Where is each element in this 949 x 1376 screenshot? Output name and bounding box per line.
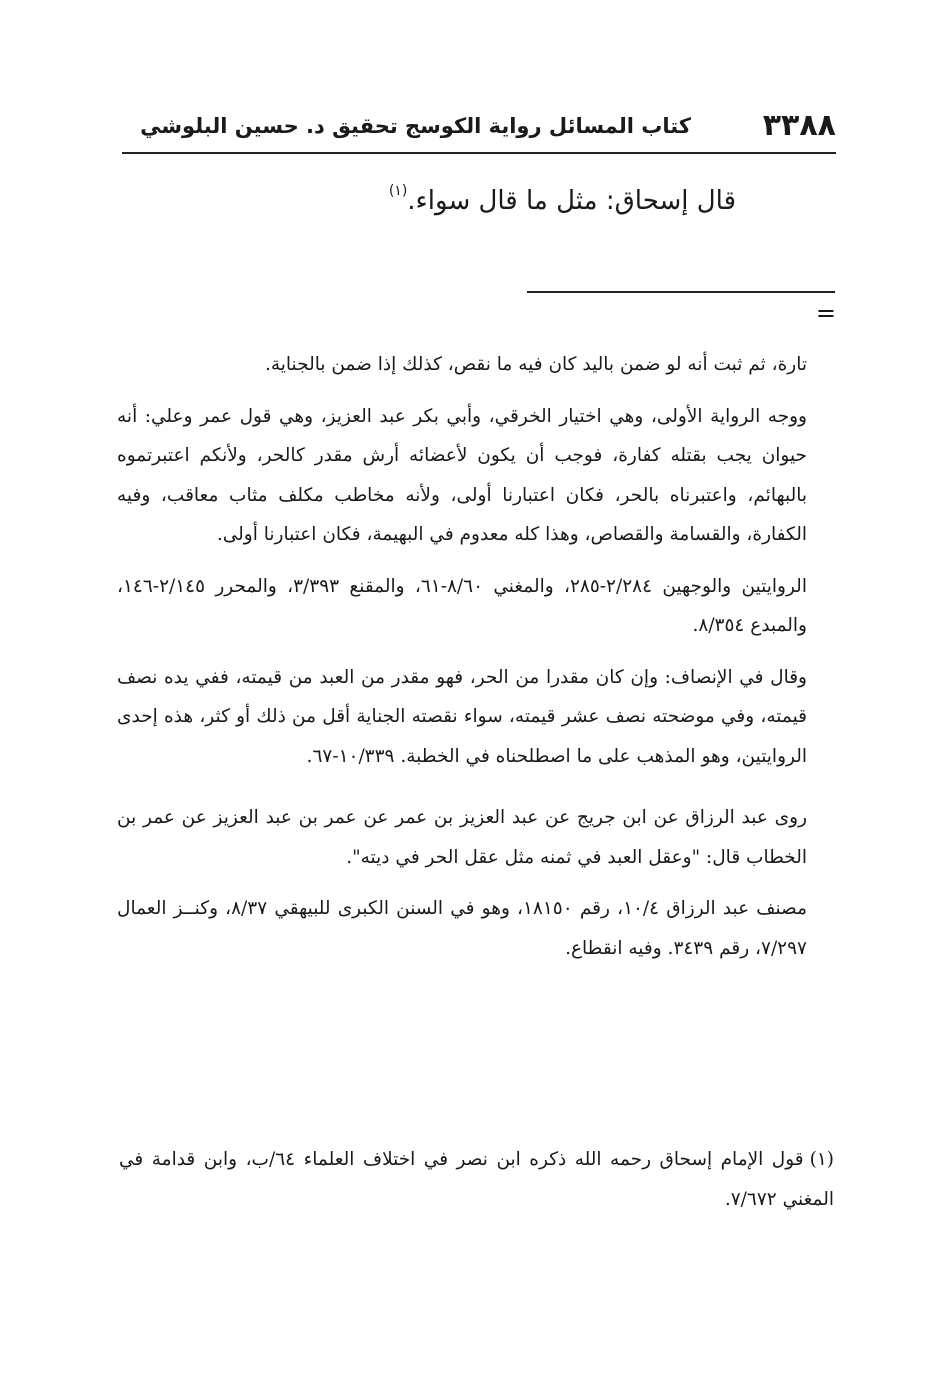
page-number: ٣٣٨٨: [762, 108, 836, 143]
footnote-1: [119, 1140, 834, 1219]
footnote-separator: [527, 291, 835, 293]
footnotes-continued: [117, 345, 807, 980]
running-title: كتاب المسائل رواية الكوسج تحقيق د. حسين البلوشي: [140, 114, 691, 138]
footnote-paragraph: الروايتين والوجهين ٢/٢٨٤-٢٨٥، والمغني ٨/٦٠-٦١، والمقنع ٣/٣٩٣، والمحرر ٢/١٤٥-١٤٦، والمبدع ٨/٣٥٤.: [117, 575, 807, 636]
footnote-paragraph: وقال في الإنصاف: وإن كان مقدرا من الحر، فهو مقدر من العبد من قيمته، ففي يده نصف قيمته، وفي موضحته نصف عشر قيمته، سواء نقصته الجناية أقل من ذلك أو كثر، هذه إحدى الروايتين، وهو المذهب على ما اصطلحناه في الخطبة. ١٠/٣٣٩-٦٧.: [117, 666, 807, 767]
footnote-number: (١): [809, 1149, 835, 1170]
footnote-paragraph: ووجه الرواية الأولى، وهي اختيار الخرقي، وأبي بكر عبد العزيز، وهي قول عمر وعلي: أنه حيوان يجب بقتله كفارة، فوجب أن يكون لأعضائه أرش مقدر كالحر، ولأنكم اعتبرتموه بالبهائم، واعتبرناه بالحر، فكان اعتبارنا أولى، ولأنه مخاطب مكلف مثاب معاقب، وفيه الكفارة، والقسامة والقصاص، وهذا كله معدوم في البهيمة، فكان اعتبارنا أولى.: [117, 405, 807, 545]
page-header: [122, 104, 836, 154]
continuation-mark: =: [815, 299, 836, 327]
footnote-paragraph: مصنف عبد الرزاق ١٠/٤، رقم ١٨١٥٠، وهو في السنن الكبرى للبيهقي ٨/٣٧، وكنــز العمال ٧/٢٩٧، رقم ٣٤٣٩. وفيه انقطاع.: [117, 898, 807, 959]
main-text: قال إسحاق: مثل ما قال سواء.: [407, 186, 736, 216]
footnote-text: قول الإمام إسحاق رحمه الله ذكره ابن نصر في اختلاف العلماء ٦٤/ب، وابن قدامة في المغني ٧/٦٧٢.: [119, 1149, 834, 1210]
footnote-ref: (١): [388, 183, 408, 200]
footnote-paragraph: روى عبد الرزاق عن ابن جريج عن عبد العزيز بن عمر عن عمر بن عبد العزيز عن عمر بن الخطاب قال: "وعقل العبد في ثمنه مثل عقل الحر في ديته".: [117, 807, 807, 868]
main-text-line: [388, 183, 736, 216]
footnote-paragraph: تارة، ثم ثبت أنه لو ضمن باليد كان فيه ما نقص، كذلك إذا ضمن بالجناية.: [264, 354, 807, 375]
